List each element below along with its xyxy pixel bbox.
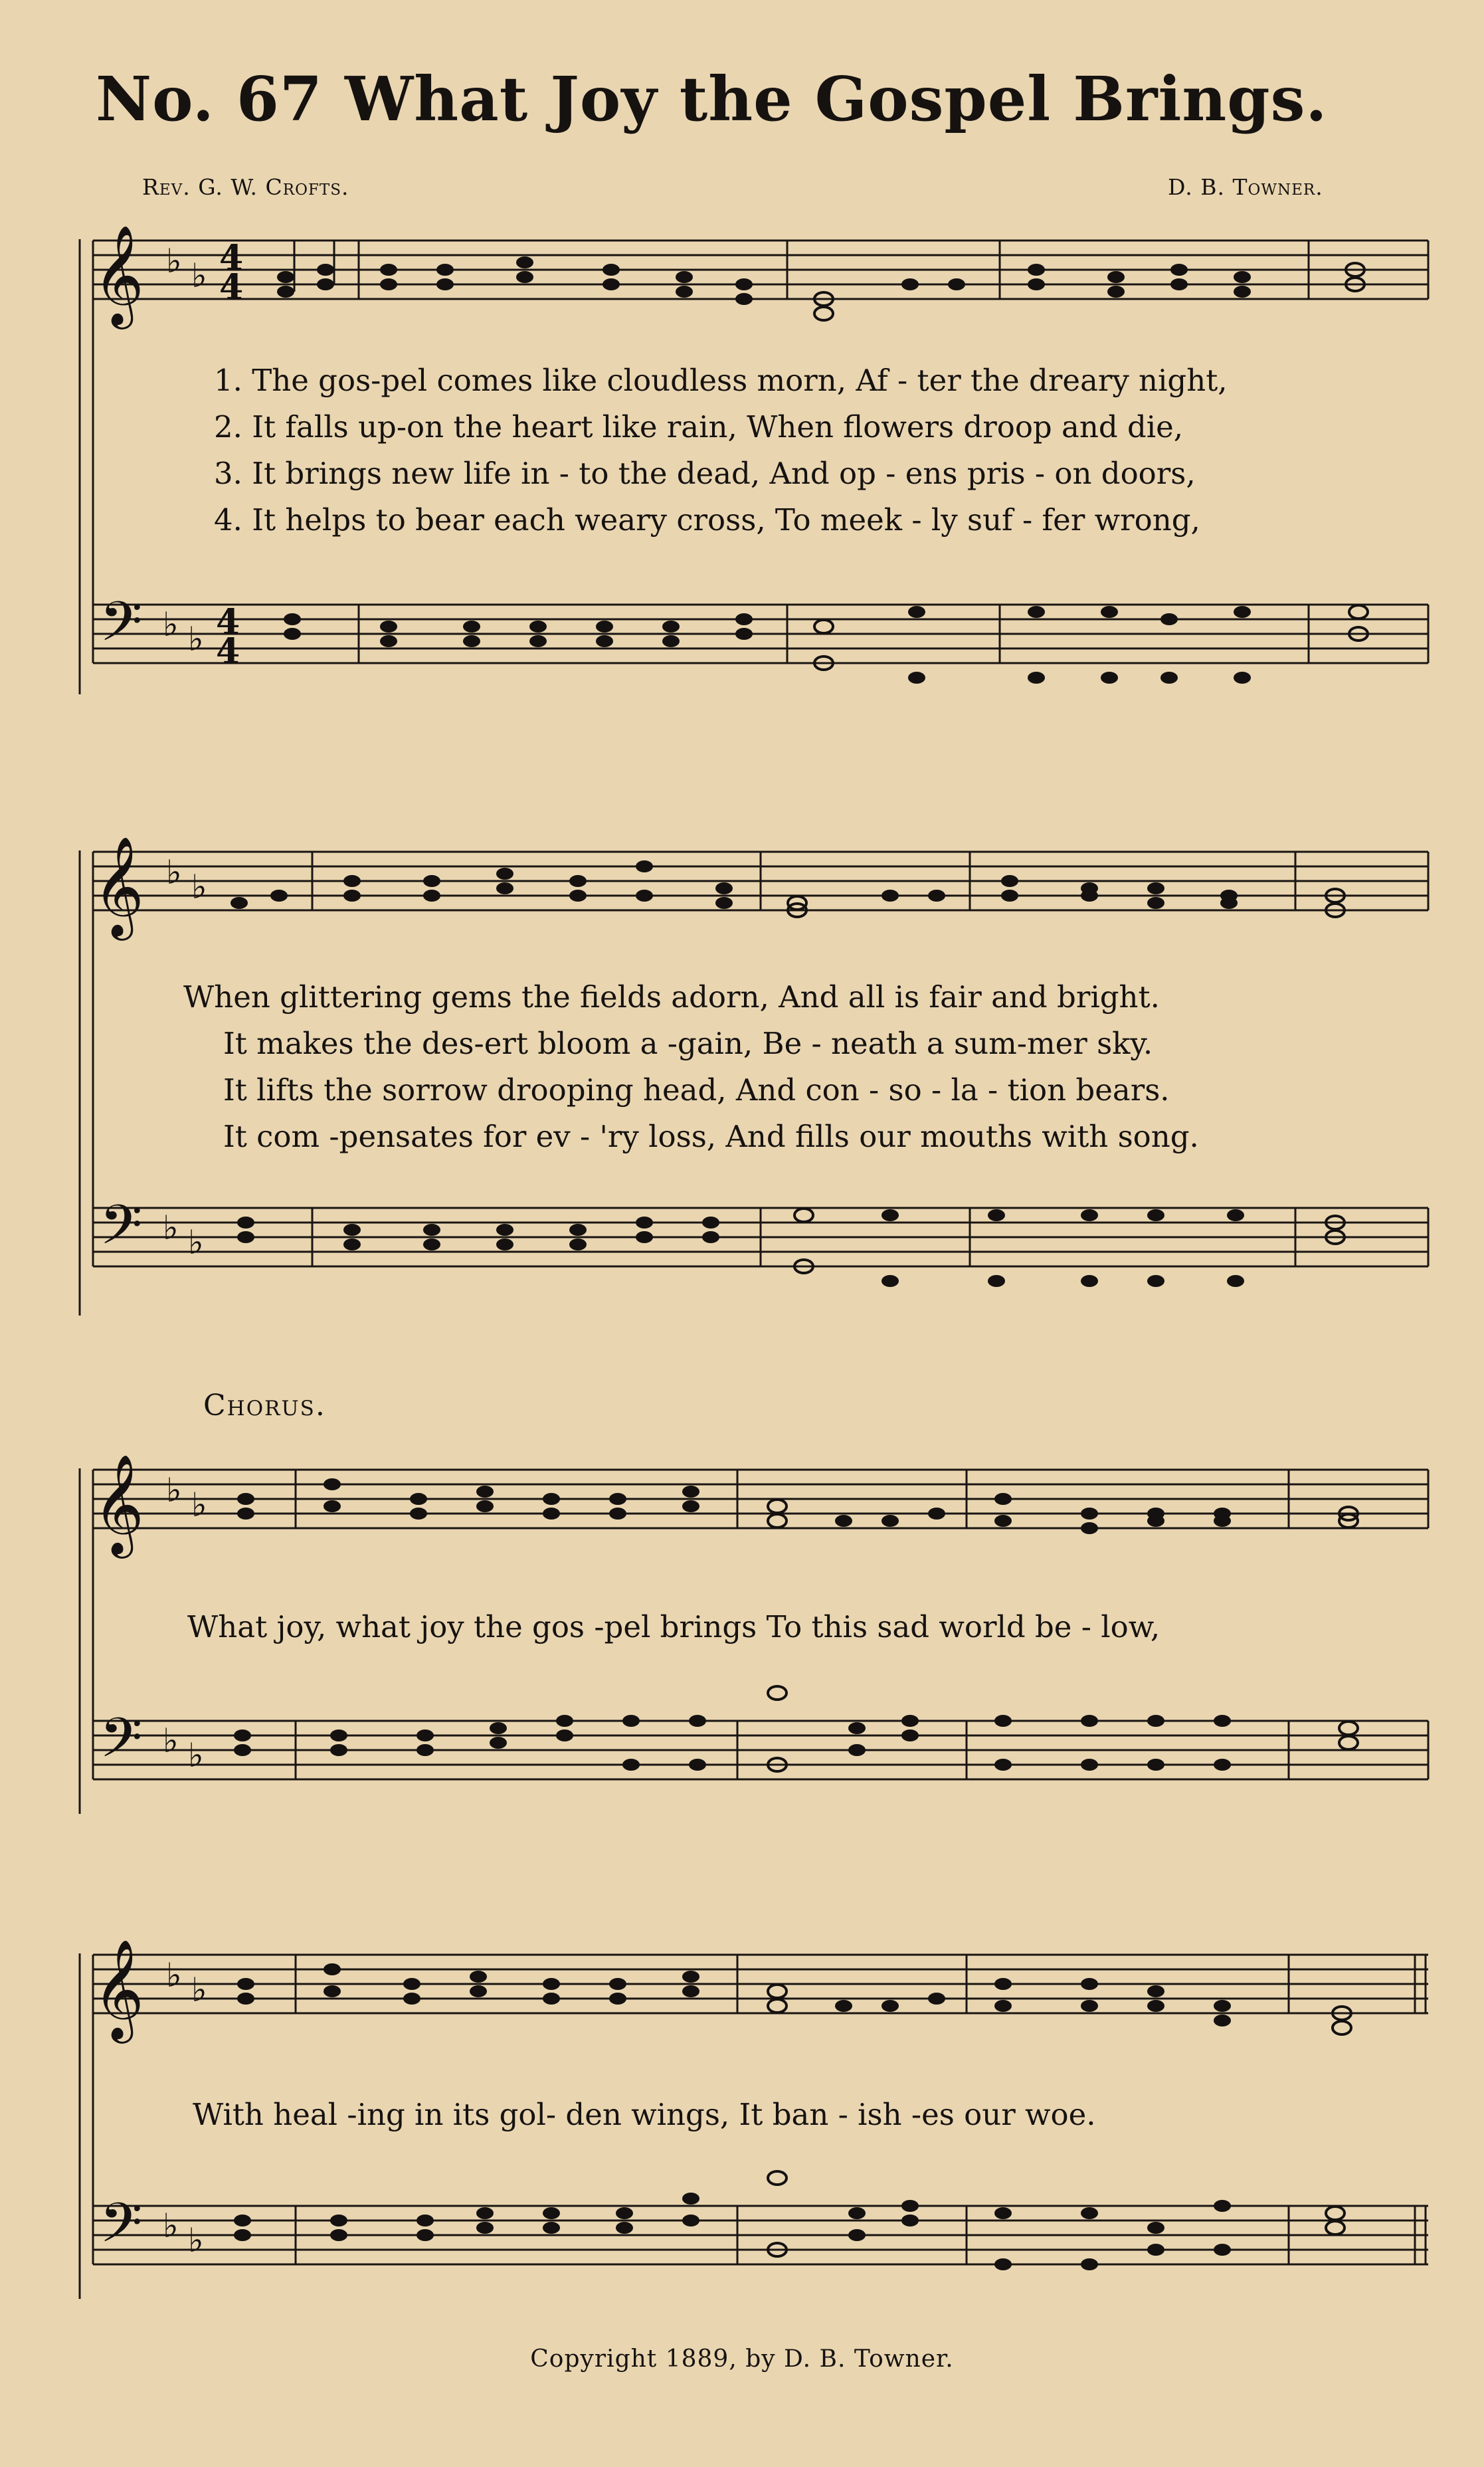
svg-text:♭: ♭ [166,852,182,892]
svg-text:♭: ♭ [188,2220,204,2260]
svg-text:♭: ♭ [166,1470,182,1510]
bass-notes [234,1686,1358,1771]
lyricist-credit: Rev. G. W. Crofts. [142,174,349,200]
svg-text:♭: ♭ [163,2206,179,2245]
bass-notes [284,605,1368,684]
treble-notes [277,241,1364,320]
svg-text:♭: ♭ [191,1970,207,2009]
svg-text:♭: ♭ [191,256,207,295]
chorus-line-1: What joy, what joy the gos -pel brings To this sad world be - low, [187,1609,1160,1644]
treble-notes [237,1478,1358,1534]
verse-3-line-1: 3. It brings new life in - to the dead, And op - ens pris - on doors, [214,456,1196,491]
svg-text:♭: ♭ [191,1485,207,1524]
svg-text:♭: ♭ [166,1955,182,1995]
svg-text:♭: ♭ [188,1735,204,1775]
composer-credit: D. B. Towner. [1168,174,1323,200]
svg-text:4: 4 [216,602,240,642]
bass-notes [237,1209,1345,1287]
svg-text:♭: ♭ [163,1721,179,1760]
verse-4-line-1: 4. It helps to bear each weary cross, To meek - ly suf - fer wrong, [214,502,1200,538]
verse-2-line-2: It makes the des-ert bloom a -gain, Be - neath a sum-mer sky. [223,1026,1153,1061]
bass-staff [93,2206,1428,2264]
verse-4-line-2: It com -pensates for ev - 'ry loss, And fills our mouths with song. [223,1119,1199,1154]
bass-staff [93,1721,1428,1779]
svg-text:4: 4 [219,267,244,308]
bass-clef-icon: 𝄢 [100,589,143,667]
verse-2-line-1: 2. It falls up-on the heart like rain, When flowers droop and die, [214,409,1184,444]
verse-3-line-2: It lifts the sorrow drooping head, And con - so - la - tion bears. [223,1072,1170,1108]
treble-clef-icon: 𝄞 [93,1940,144,2039]
measure-barlines [359,241,1428,663]
bass-clef-icon: 𝄢 [100,1193,143,1270]
verse-1-line-1: 1. The gos-pel comes like cloudless morn, Af - ter the dreary night, [214,363,1228,398]
svg-text:♭: ♭ [166,241,182,280]
svg-text:♭: ♭ [163,1208,179,1247]
svg-text:♭: ♭ [188,1223,204,1262]
treble-notes [231,860,1345,917]
bass-clef-icon: 𝄢 [100,1706,143,1783]
svg-text:♭: ♭ [163,605,179,644]
bass-clef-icon: 𝄢 [100,2191,143,2268]
hymn-number: No. 67 [96,63,323,135]
svg-text:4: 4 [219,238,244,278]
verse-1-line-2: When glittering gems the fields adorn, And all is fair and bright. [183,979,1160,1015]
svg-text:♭: ♭ [188,619,204,658]
hymn-name: What Joy the Gospel Brings. [344,63,1328,135]
copyright-notice: Copyright 1889, by D. B. Towner. [530,2345,954,2373]
treble-clef-icon: 𝄞 [93,1455,144,1554]
hymn-title [96,63,1327,135]
treble-clef-icon: 𝄞 [93,226,144,325]
svg-text:♭: ♭ [191,867,207,906]
chorus-label: Chorus. [203,1389,326,1423]
svg-text:4: 4 [216,631,240,672]
chorus-line-2: With heal -ing in its gol- den wings, It ban - ish -es our woe. [193,2097,1096,2132]
treble-clef-icon: 𝄞 [93,837,144,936]
